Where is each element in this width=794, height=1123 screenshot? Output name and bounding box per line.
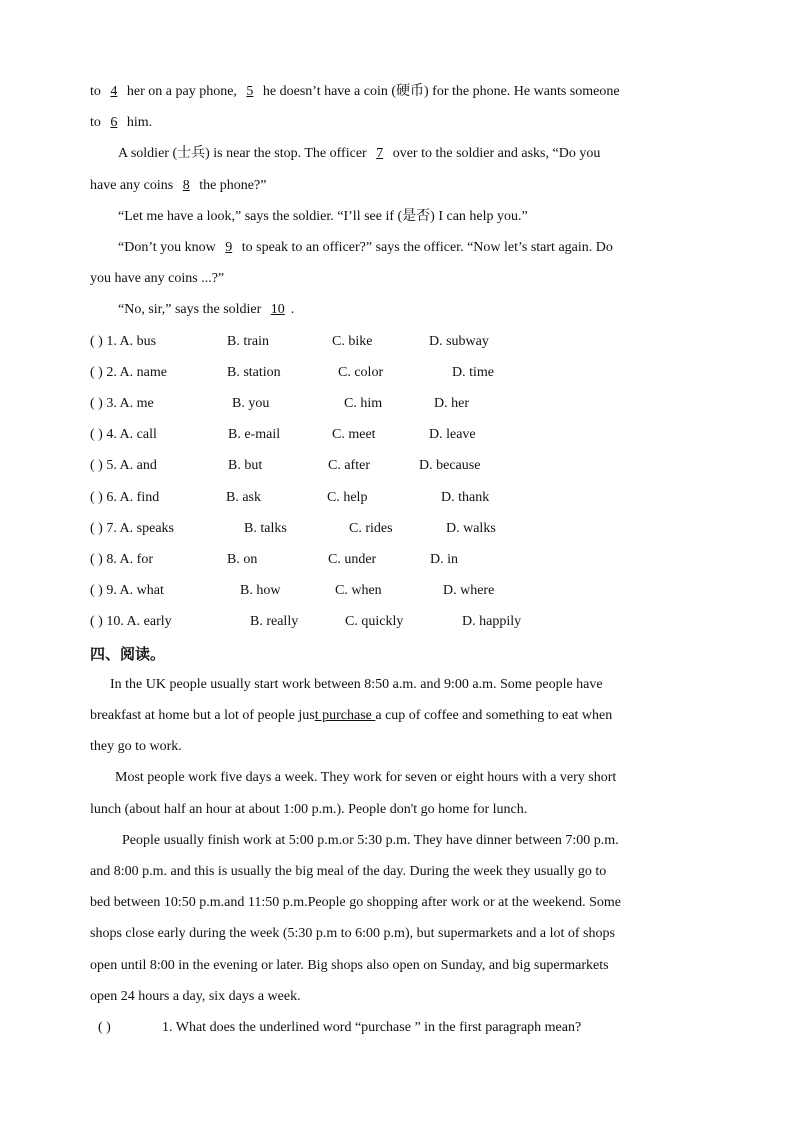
passage-line-8: “No, sir,” says the soldier 10 . bbox=[118, 302, 295, 317]
question-row bbox=[90, 364, 710, 382]
reading-line: open 24 hours a day, six days a week. bbox=[90, 989, 301, 1004]
passage-line-2: to 6 him. bbox=[90, 115, 153, 130]
question-row bbox=[90, 426, 710, 444]
option-d: D. time bbox=[452, 365, 494, 380]
question-row bbox=[90, 582, 710, 600]
option-b: B. station bbox=[227, 365, 281, 380]
question-1-text: 1. What does the underlined word “purchase ” in the first paragraph mean? bbox=[162, 1020, 582, 1035]
question-number: ( ) 7. A. speaks bbox=[90, 521, 174, 536]
passage-line-1: to 4 her on a pay phone, 5 he doesn’t have a coin (硬币) for the phone. He wants someone bbox=[90, 84, 620, 99]
reading-line: shops close early during the week (5:30 p.m to 6:00 p.m), but supermarkets and a lot of shops bbox=[90, 926, 615, 941]
reading-line: bed between 10:50 p.m.and 11:50 p.m.People go shopping after work or at the weekend. Some bbox=[90, 895, 621, 910]
option-d: D. happily bbox=[462, 614, 522, 629]
option-c: C. quickly bbox=[345, 614, 404, 629]
reading-line: open until 8:00 in the evening or later. Big shops also open on Sunday, and big supermarkets bbox=[90, 958, 609, 973]
option-b: B. but bbox=[228, 458, 263, 473]
question-row bbox=[90, 520, 710, 538]
question-number: ( ) 2. A. name bbox=[90, 365, 167, 380]
option-d: D. in bbox=[430, 552, 458, 567]
question-number: ( ) 5. A. and bbox=[90, 458, 157, 473]
option-b: B. e-mail bbox=[228, 427, 281, 442]
reading-line: Most people work five days a week. They work for seven or eight hours with a very short bbox=[115, 770, 617, 785]
option-d: D. subway bbox=[429, 334, 489, 349]
option-b: B. ask bbox=[226, 490, 261, 505]
option-c: C. meet bbox=[332, 427, 376, 442]
option-c: C. help bbox=[327, 490, 368, 505]
passage-line-7: you have any coins ...?” bbox=[90, 271, 225, 286]
option-c: C. him bbox=[344, 396, 383, 411]
passage-line-6: “Don’t you know 9 to speak to an officer?” says the officer. “Now let’s start again. Do bbox=[118, 240, 613, 255]
option-d: D. her bbox=[434, 396, 469, 411]
question-number: ( ) 6. A. find bbox=[90, 490, 160, 505]
passage-line-4: have any coins 8 the phone?” bbox=[90, 178, 267, 193]
option-d: D. walks bbox=[446, 521, 496, 536]
option-b: B. how bbox=[240, 583, 281, 598]
passage-line-5: “Let me have a look,” says the soldier. “I’ll see if (是否) I can help you.” bbox=[118, 209, 528, 224]
reading-line: lunch (about half an hour at about 1:00 p.m.). People don't go home for lunch. bbox=[90, 802, 528, 817]
question-number: ( ) 4. A. call bbox=[90, 427, 157, 442]
option-b: B. train bbox=[227, 334, 269, 349]
option-d: D. thank bbox=[441, 490, 490, 505]
option-c: C. rides bbox=[349, 521, 393, 536]
option-b: B. you bbox=[232, 396, 270, 411]
option-c: C. after bbox=[328, 458, 370, 473]
option-d: D. where bbox=[443, 583, 495, 598]
option-c: C. bike bbox=[332, 334, 373, 349]
option-b: B. on bbox=[227, 552, 258, 567]
question-number: ( ) 9. A. what bbox=[90, 583, 164, 598]
option-c: C. when bbox=[335, 583, 382, 598]
blank-10: 10 bbox=[270, 302, 285, 317]
blank-6: 6 bbox=[110, 115, 118, 130]
question-row bbox=[90, 333, 710, 351]
reading-line: they go to work. bbox=[90, 739, 182, 754]
section-heading: 四、阅读。 bbox=[90, 645, 166, 663]
question-number: ( ) 3. A. me bbox=[90, 396, 154, 411]
reading-line: People usually finish work at 5:00 p.m.or 5:30 p.m. They have dinner between 7:00 p.m. bbox=[122, 833, 619, 848]
question-number: ( ) 8. A. for bbox=[90, 552, 153, 567]
question-number: ( ) 1. A. bus bbox=[90, 334, 157, 349]
option-b: B. really bbox=[250, 614, 299, 629]
blank-4: 4 bbox=[110, 84, 118, 99]
option-d: D. leave bbox=[429, 427, 476, 442]
question-row bbox=[90, 395, 710, 413]
blank-9: 9 bbox=[225, 240, 233, 255]
question-row bbox=[90, 457, 710, 475]
option-b: B. talks bbox=[244, 521, 287, 536]
question-number: ( ) 10. A. early bbox=[90, 614, 172, 629]
blank-7: 7 bbox=[376, 146, 384, 161]
passage-line-3: A soldier (士兵) is near the stop. The officer 7 over to the soldier and asks, “Do you bbox=[118, 146, 601, 161]
option-c: C. under bbox=[328, 552, 377, 567]
blank-8: 8 bbox=[182, 178, 190, 193]
reading-line: breakfast at home but a lot of people just purchase a cup of coffee and something to eat when bbox=[90, 708, 613, 723]
underlined-word: t purchase bbox=[314, 708, 376, 723]
question-row bbox=[90, 613, 710, 631]
question-row bbox=[90, 551, 710, 569]
blank-5: 5 bbox=[246, 84, 254, 99]
reading-line: and 8:00 p.m. and this is usually the big meal of the day. During the week they usually go to bbox=[90, 864, 607, 879]
reading-line: In the UK people usually start work between 8:50 a.m. and 9:00 a.m. Some people have bbox=[110, 677, 603, 692]
option-d: D. because bbox=[419, 458, 481, 473]
question-row bbox=[90, 489, 710, 507]
question-1-answer-bracket: ( ) bbox=[98, 1020, 111, 1035]
option-c: C. color bbox=[338, 365, 384, 380]
